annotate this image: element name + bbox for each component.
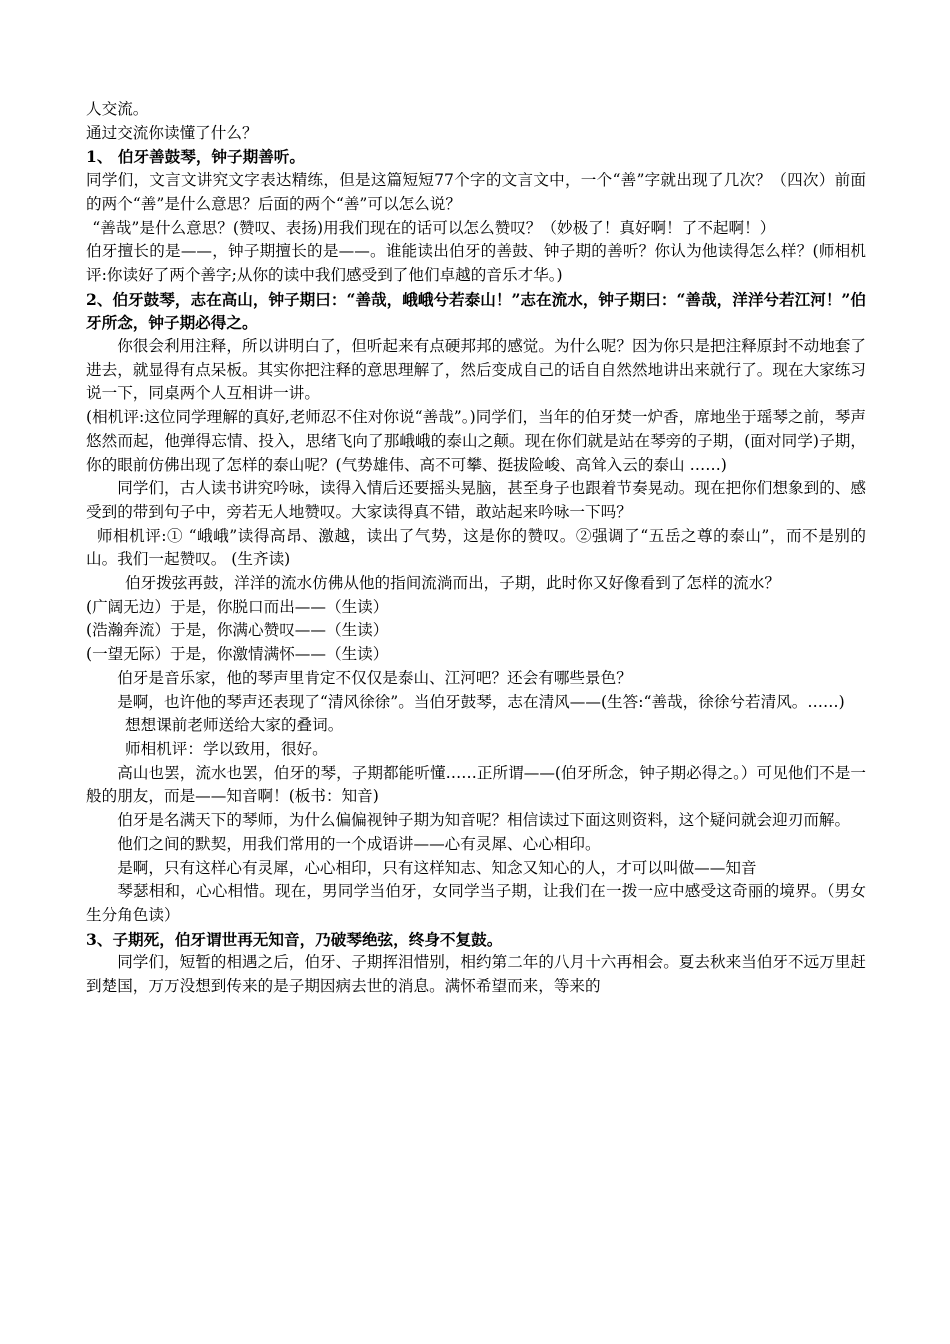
paragraph: 同学们，短暂的相遇之后，伯牙、子期挥泪惜别，相约第二年的八月十六再相会。夏去秋来当伯牙不远万里赶到楚国，万万没想到传来的是子期因病去世的消息。满怀希望而来，等来的 bbox=[86, 953, 866, 996]
paragraph: (浩瀚奔流）于是，你满心赞叹——（生读） bbox=[86, 621, 389, 640]
paragraph: 琴瑟相和，心心相惜。现在，男同学当伯牙，女同学当子期，让我们在一拨一应中感受这奇丽的境界。（男女生分角色读） bbox=[86, 882, 866, 924]
paragraph: 人交流。 bbox=[86, 100, 149, 118]
section-heading: 3、子期死，伯牙谓世再无知音，乃破琴绝弦，终身不复鼓。 bbox=[86, 929, 503, 949]
section-heading: 2、伯牙鼓琴，志在高山，钟子期曰：“善哉，峨峨兮若泰山！”志在流水，钟子期曰：“善哉，洋洋兮若江河！”伯牙所念，钟子期必得之。 bbox=[86, 289, 866, 333]
paragraph: 想想课前老师送给大家的叠词。 bbox=[125, 716, 344, 735]
paragraph: 同学们，古人读书讲究吟咏，读得入情后还要摇头晃脑，甚至身子也跟着节奏晃动。现在把你们想象到的、感受到的带到句子中，旁若无人地赞叹。大家读得真不错，敢站起来吟咏一下吗？ bbox=[86, 479, 866, 521]
section-heading: 1、 伯牙善鼓琴，钟子期善听。 bbox=[86, 147, 305, 167]
paragraph: 你很会利用注释，所以讲明白了，但听起来有点硬邦邦的感觉。为什么呢？因为你只是把注释原封不动地套了进去，就显得有点呆板。其实你把注释的意思理解了，然后变成自己的话自自然然地讲出来就行了。现在大家练习说一下，同桌两个人互相讲一讲。 bbox=[86, 337, 866, 403]
paragraph: 伯牙是名满天下的琴师，为什么偏偏视钟子期为知音呢？相信读过下面这则资料，这个疑问就会迎刃而解。 bbox=[117, 811, 851, 830]
paragraph: 同学们，文言文讲究文字表达精练，但是这篇短短77个字的文言文中，一个“善”字就出现了几次？（四次）前面的两个“善”是什么意思？后面的两个“善”可以怎么说？ bbox=[86, 171, 866, 213]
paragraph: 是啊，也许他的琴声还表现了“清风徐徐”。当伯牙鼓琴，志在清风——(生答:“善哉，徐徐兮若清风。……) bbox=[117, 692, 845, 711]
paragraph: 师相机评：学以致用，很好。 bbox=[125, 739, 328, 758]
paragraph: 高山也罢，流水也罢，伯牙的琴，子期都能听懂……正所谓——(伯牙所念，钟子期必得之。）可见他们不是一般的朋友，而是——知音啊！(板书：知音) bbox=[86, 763, 866, 806]
document-body bbox=[86, 98, 866, 999]
paragraph: “善哉”是什么意思？(赞叹、表扬)用我们现在的话可以怎么赞叹？（妙极了！真好啊！了不起啊！） bbox=[92, 218, 776, 237]
paragraph: (相机评:这位同学理解的真好,老师忍不住对你说“善哉”。)同学们，当年的伯牙焚一炉香，席地坐于瑶琴之前，琴声悠然而起，他弹得忘情、投入，思绪飞向了那峨峨的泰山之颠。现在你们就是站在琴旁的子期，(面对同学)子期， 你的眼前仿佛出现了怎样的泰山呢？(气势雄伟、高不可攀、挺拔险峻、高耸入云的泰山 ……) bbox=[86, 408, 866, 474]
paragraph: 师相机评:① “峨峨”读得高昂、激越，读出了气势，这是你的赞叹。②强调了“五岳之尊的泰山”，而不是别的山。我们一起赞叹。 (生齐读) bbox=[86, 526, 866, 569]
paragraph: (一望无际）于是，你激情满怀——（生读） bbox=[86, 645, 389, 664]
paragraph: 他们之间的默契，用我们常用的一个成语讲——心有灵犀、心心相印。 bbox=[117, 834, 601, 853]
paragraph: 通过交流你读懂了什么？ bbox=[86, 123, 258, 142]
paragraph: (广阔无边）于是，你脱口而出——（生读） bbox=[86, 597, 389, 616]
paragraph: 是啊，只有这样心有灵犀，心心相印，只有这样知志、知念又知心的人，才可以叫做——知音 bbox=[117, 858, 757, 877]
paragraph: 伯牙拨弦再鼓，洋洋的流水仿佛从他的指间流淌而出，子期，此时你又好像看到了怎样的流水？ bbox=[125, 574, 780, 593]
paragraph: 伯牙擅长的是——，钟子期擅长的是——。谁能读出伯牙的善鼓、钟子期的善听？你认为他读得怎么样？(师相机评:你读好了两个善字;从你的读中我们感受到了他们卓越的音乐才华。) bbox=[86, 242, 866, 284]
paragraph: 伯牙是音乐家，他的琴声里肯定不仅仅是泰山、江河吧？还会有哪些景色？ bbox=[117, 668, 632, 687]
